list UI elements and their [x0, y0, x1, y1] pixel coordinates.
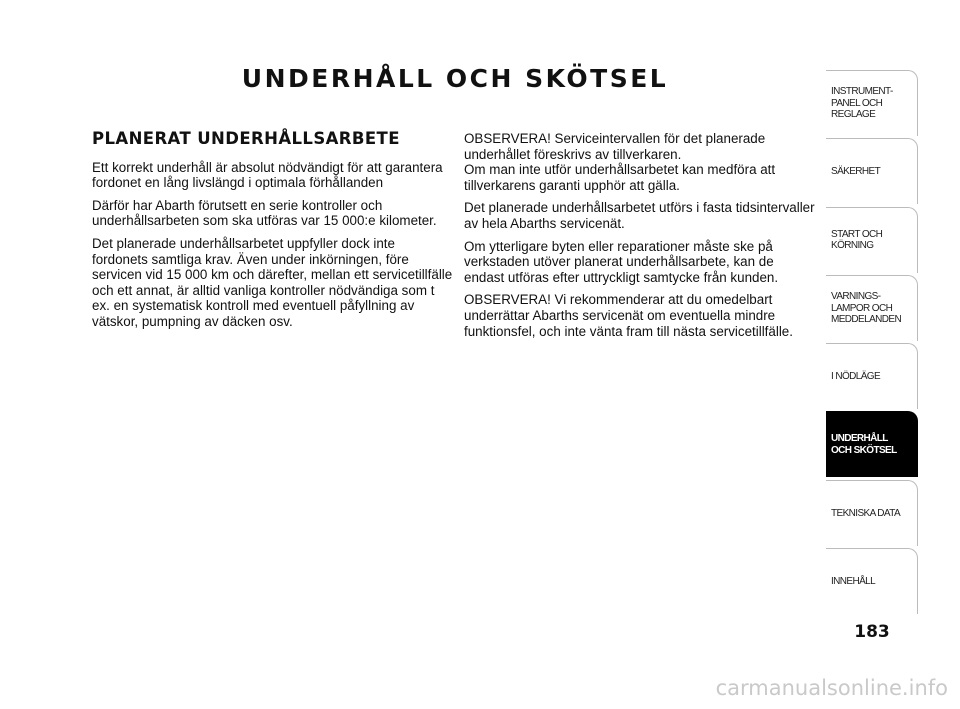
- tab-label: INSTRUMENT- PANEL OCH REGLAGE: [831, 86, 893, 121]
- paragraph: OBSERVERA! Serviceintervallen för det planerade underhållet föreskrivs av tillverkaren.: [464, 131, 766, 162]
- watermark: carmanualsonline.info: [715, 676, 948, 700]
- tab-label: START OCH KÖRNING: [831, 228, 883, 252]
- tab-label: TEKNISKA DATA: [831, 507, 901, 519]
- tab-i-nodlage[interactable]: [826, 343, 918, 409]
- tab-tekniska-data[interactable]: [826, 480, 918, 546]
- chapter-tab-nav: [826, 70, 918, 616]
- tab-label: UNDERHÅLL OCH SKÖTSEL: [831, 433, 897, 456]
- paragraph: Ett korrekt underhåll är absolut nödvändigt för att garantera fordonet en lång livslängd i optimala förhållanden: [92, 159, 443, 191]
- tab-instrumentpanel[interactable]: [826, 70, 918, 136]
- paragraph: Det planerade underhållsarbetet utförs i fasta tidsintervaller av hela Abarths servicenät.: [464, 200, 815, 231]
- tab-label: SÄKERHET: [831, 166, 881, 178]
- paragraph: Det planerade underhållsarbetet uppfyller dock inte fordonets samtliga krav. Även under inkörningen, före servicen vid 15 000 km och därefter, mellan ett servicetillfälle och ett annat, är alltid vanliga kontroller nödvändiga som t ex. en systematisk kontroll med eventuell påfyllning av vätskor, pumpning av däcken osv.: [92, 235, 453, 329]
- tab-underhall-och-skotsel[interactable]: [826, 411, 918, 477]
- tab-varningslampor[interactable]: [826, 275, 918, 341]
- tab-sakerhet[interactable]: [826, 138, 918, 204]
- tab-label: VARNINGS- LAMPOR OCH MEDDELANDEN: [831, 291, 902, 326]
- page-number: 183: [854, 622, 890, 642]
- paragraph: Om ytterligare byten eller reparationer måste ske på verkstaden utöver planerat underhållsarbete, kan de endast utföras efter uttryckligt samtycke från kunden.: [464, 238, 779, 285]
- left-column: [92, 131, 454, 337]
- paragraph: OBSERVERA! Vi rekommenderar att du omedelbart underrättar Abarths servicenät om eventuella mindre funktionsfel, och inte vänta fram till nästa servicetillfälle.: [464, 292, 793, 339]
- tab-label: INNEHÅLL: [831, 575, 876, 587]
- tab-innehall[interactable]: [826, 548, 918, 614]
- section-heading: PLANERAT UNDERHÅLLSARBETE: [92, 129, 400, 148]
- tab-start-och-korning[interactable]: [826, 207, 918, 273]
- paragraph: Därför har Abarth förutsett en serie kontroller och underhållsarbeten som ska utföras var 15 000:e kilometer.: [92, 197, 437, 229]
- right-column: [464, 131, 816, 346]
- paragraph: Om man inte utför underhållsarbetet kan medföra att tillverkarens garanti upphör att gälla.: [464, 162, 776, 193]
- tab-label: I NÖDLÄGE: [831, 370, 881, 382]
- page-title: UNDERHÅLL OCH SKÖTSEL: [241, 64, 669, 93]
